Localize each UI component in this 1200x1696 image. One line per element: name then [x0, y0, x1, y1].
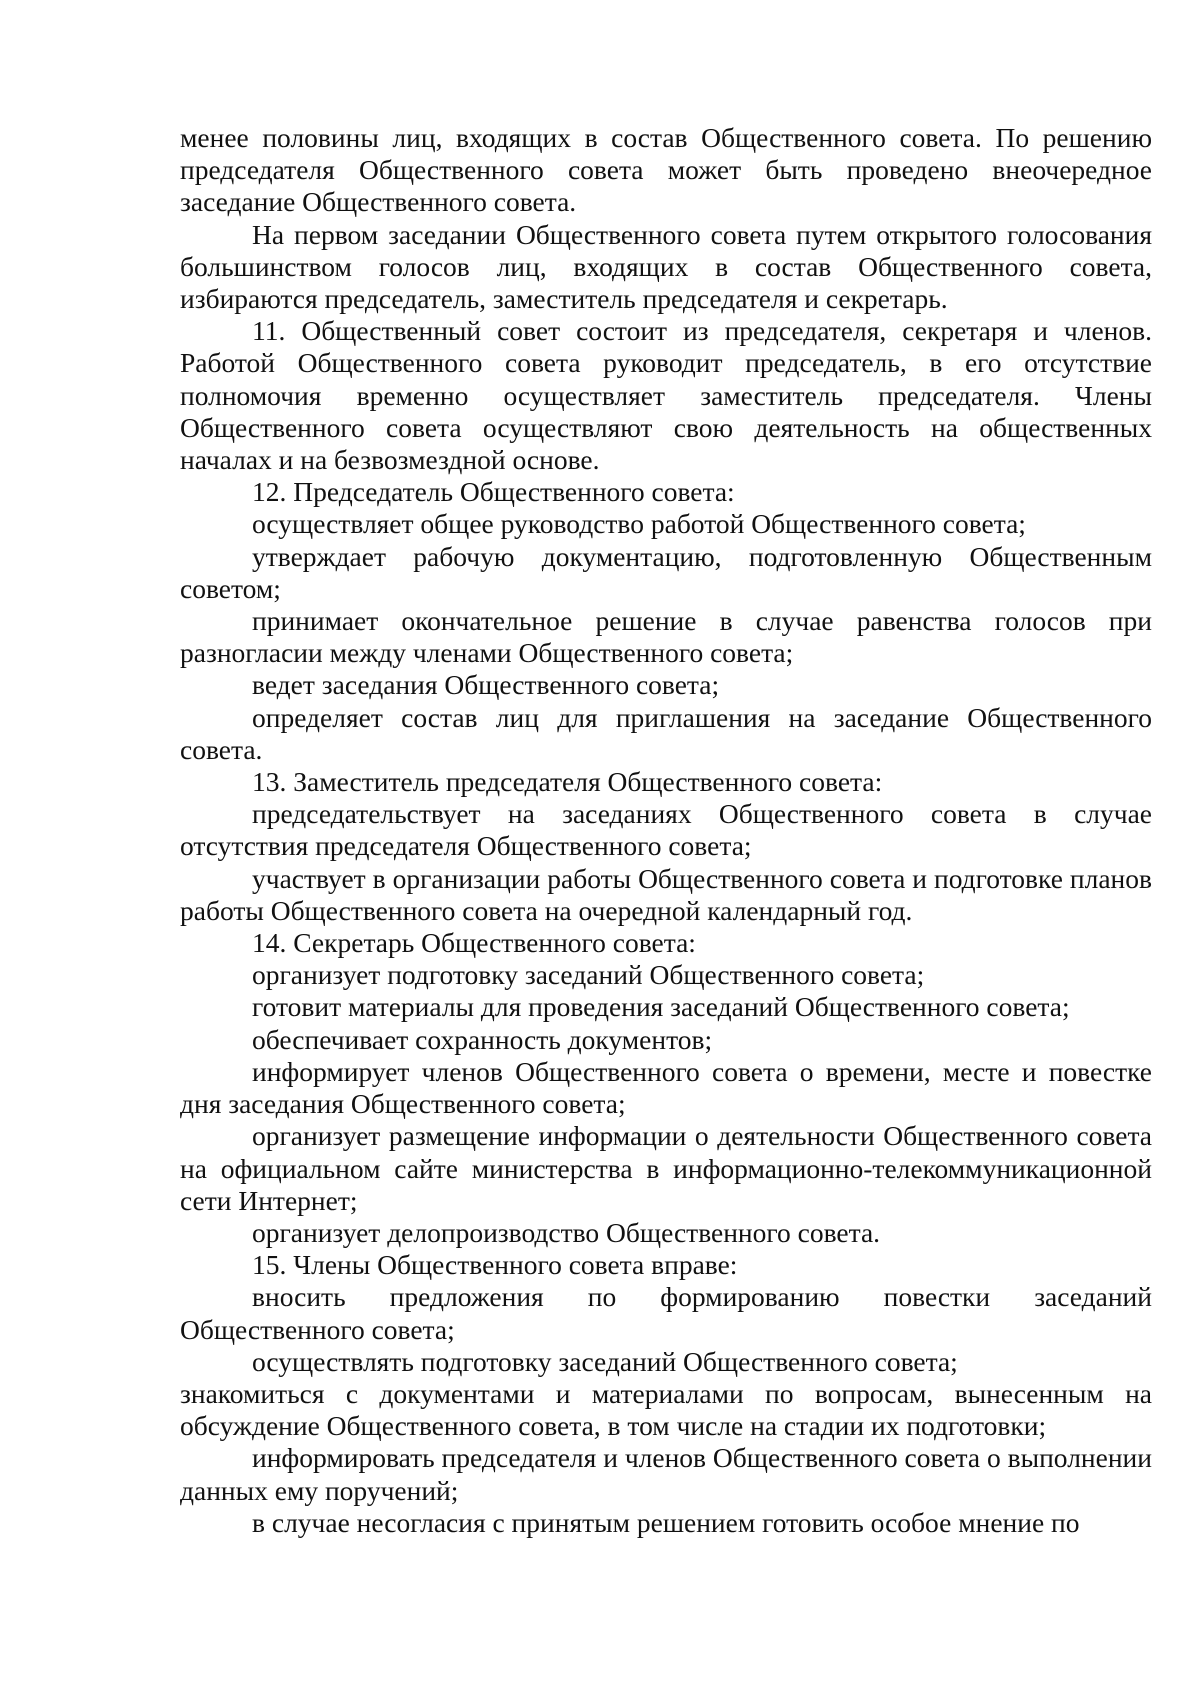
- paragraph-first-meeting: На первом заседании Общественного совета путем открытого голосования большинством голосов лиц, входящих в состав Общественного совета, избираются председатель, заместитель председателя и секретарь.: [180, 218, 1152, 315]
- list-item: определяет состав лиц для приглашения на заседание Общественного совета.: [180, 701, 1152, 765]
- list-item: организует подготовку заседаний Общественного совета;: [252, 959, 925, 991]
- list-item: знакомиться с документами и материалами по вопросам, вынесенным на обсуждение Общественного совета, в том числе на стадии их подготовки;: [180, 1377, 1152, 1442]
- list-item: вносить предложения по формированию повестки заседаний Общественного совета;: [180, 1281, 1152, 1345]
- list-item: ведет заседания Общественного совета;: [252, 669, 720, 701]
- list-item: информирует членов Общественного совета о времени, месте и повестке дня заседания Общественного совета;: [180, 1055, 1152, 1120]
- list-item: осуществлять подготовку заседаний Общественного совета;: [252, 1345, 958, 1377]
- list-item: организует размещение информации о деятельности Общественного совета на официальном сайте министерства в информационно-телекоммуникационной сети Интернет;: [180, 1120, 1152, 1216]
- list-item: председательствует на заседаниях Общественного совета в случае отсутствия председателя Общественного совета;: [180, 798, 1152, 862]
- list-item: осуществляет общее руководство работой Общественного совета;: [252, 508, 1026, 540]
- paragraph-13-heading: 13. Заместитель председателя Общественного совета:: [252, 766, 883, 798]
- paragraph-14-heading: 14. Секретарь Общественного совета:: [252, 927, 696, 959]
- list-item: утверждает рабочую документацию, подготовленную Общественным советом;: [180, 540, 1152, 604]
- paragraph-11: 11. Общественный совет состоит из председателя, секретаря и членов. Работой Общественного совета руководит председатель, в его отсутствие полномочия временно осуществляет заместитель председателя. Члены Общественного совета осуществляют свою деятельность на общественных началах и на безвозмездной основе.: [180, 315, 1152, 476]
- list-item: в случае несогласия с принятым решением готовить особое мнение по: [252, 1506, 1080, 1538]
- document-body: [180, 122, 1152, 1539]
- list-item: информировать председателя и членов Общественного совета о выполнении данных ему поручений;: [180, 1442, 1152, 1506]
- list-item: принимает окончательное решение в случае равенства голосов при разногласии между членами Общественного совета;: [180, 605, 1152, 669]
- paragraph-continuation: менее половины лиц, входящих в состав Общественного совета. По решению председателя Общественного совета может быть проведено внеочередное заседание Общественного совета.: [180, 122, 1152, 218]
- list-item: организует делопроизводство Общественного совета.: [252, 1216, 881, 1248]
- list-item: обеспечивает сохранность документов;: [252, 1023, 713, 1055]
- paragraph-15-heading: 15. Члены Общественного совета вправе:: [252, 1249, 738, 1281]
- paragraph-12-heading: 12. Председатель Общественного совета:: [252, 476, 735, 508]
- list-item: участвует в организации работы Общественного совета и подготовке планов работы Общественного совета на очередной календарный год.: [180, 862, 1152, 926]
- list-item: готовит материалы для проведения заседаний Общественного совета;: [252, 991, 1070, 1023]
